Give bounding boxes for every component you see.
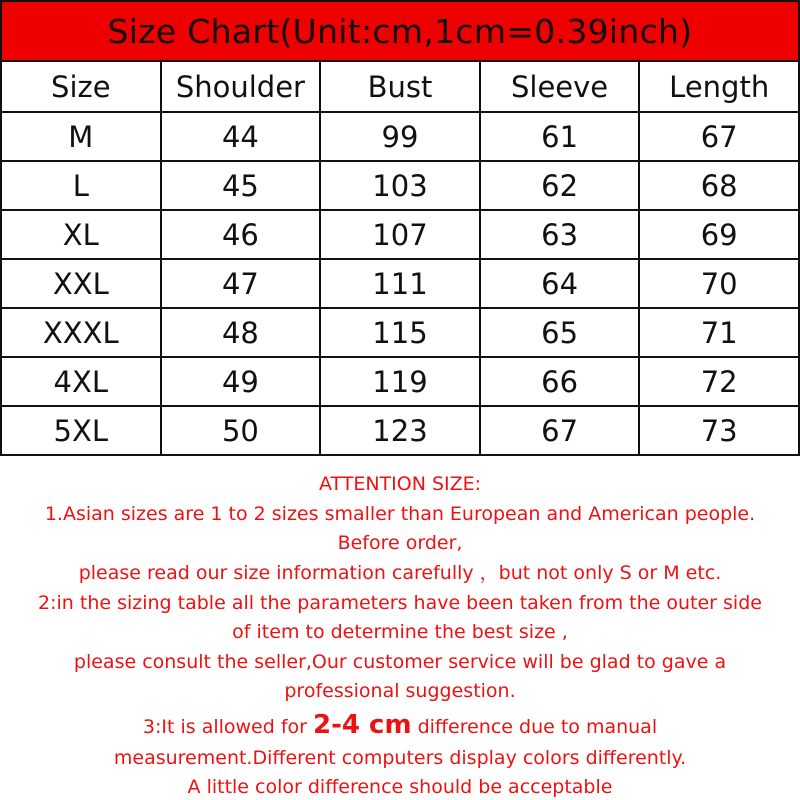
notes-line: Before order, (337, 532, 463, 554)
notes-line8-pre: 3:It is allowed for (142, 716, 314, 738)
cell-size: XXXL (1, 308, 161, 357)
table-row (1, 259, 799, 308)
notes-line8-post: difference due to manual (411, 716, 658, 738)
cell-bust: 123 (320, 406, 480, 455)
table-row (1, 161, 799, 210)
cell-size: L (1, 161, 161, 210)
cell-shoulder: 46 (161, 210, 321, 259)
cell-shoulder: 50 (161, 406, 321, 455)
cell-sleeve: 65 (480, 308, 640, 357)
cell-shoulder: 45 (161, 161, 321, 210)
header-length: Length (639, 61, 799, 112)
table-row (1, 210, 799, 259)
cell-length: 69 (639, 210, 799, 259)
cell-length: 72 (639, 357, 799, 406)
table-header-row (1, 61, 799, 112)
cell-length: 70 (639, 259, 799, 308)
size-table (0, 60, 800, 456)
cell-shoulder: 49 (161, 357, 321, 406)
table-row (1, 406, 799, 455)
cell-sleeve: 62 (480, 161, 640, 210)
notes-line: measurement.Different computers display colors differently. (113, 747, 687, 769)
cell-size: M (1, 112, 161, 161)
cell-bust: 115 (320, 308, 480, 357)
notes-line (0, 710, 800, 740)
cell-sleeve: 61 (480, 112, 640, 161)
cell-bust: 111 (320, 259, 480, 308)
table-row (1, 308, 799, 357)
cell-length: 67 (639, 112, 799, 161)
notes-line: of item to determine the best size , (232, 621, 568, 643)
cell-size: 5XL (1, 406, 161, 455)
cell-bust: 119 (320, 357, 480, 406)
cell-bust: 99 (320, 112, 480, 161)
cell-bust: 107 (320, 210, 480, 259)
table-row (1, 357, 799, 406)
cell-sleeve: 66 (480, 357, 640, 406)
notes-line: please consult the seller,Our customer service will be glad to gave a (73, 651, 727, 673)
tolerance-highlight: 2-4 cm (313, 710, 412, 740)
header-size: Size (1, 61, 161, 112)
cell-sleeve: 67 (480, 406, 640, 455)
header-sleeve: Sleeve (480, 61, 640, 112)
cell-length: 73 (639, 406, 799, 455)
cell-size: 4XL (1, 357, 161, 406)
notes-line: A little color difference should be acceptable (187, 776, 613, 798)
cell-shoulder: 47 (161, 259, 321, 308)
notes-line: please read our size information carefully ，but not only S or M etc. (78, 562, 722, 584)
notes-line: 1.Asian sizes are 1 to 2 sizes smaller than European and American people. (44, 503, 756, 525)
cell-length: 71 (639, 308, 799, 357)
cell-size: XL (1, 210, 161, 259)
header-shoulder: Shoulder (161, 61, 321, 112)
notes-heading: ATTENTION SIZE: (318, 473, 482, 495)
table-row (1, 112, 799, 161)
cell-size: XXL (1, 259, 161, 308)
cell-sleeve: 64 (480, 259, 640, 308)
cell-bust: 103 (320, 161, 480, 210)
notes-line: professional suggestion. (284, 680, 516, 702)
chart-title: Size Chart(Unit:cm,1cm=0.39inch) (0, 0, 800, 62)
cell-sleeve: 63 (480, 210, 640, 259)
cell-length: 68 (639, 161, 799, 210)
cell-shoulder: 48 (161, 308, 321, 357)
notes-line: 2:in the sizing table all the parameters have been taken from the outer side (38, 592, 762, 614)
attention-notes (0, 470, 800, 800)
header-bust: Bust (320, 61, 480, 112)
cell-shoulder: 44 (161, 112, 321, 161)
